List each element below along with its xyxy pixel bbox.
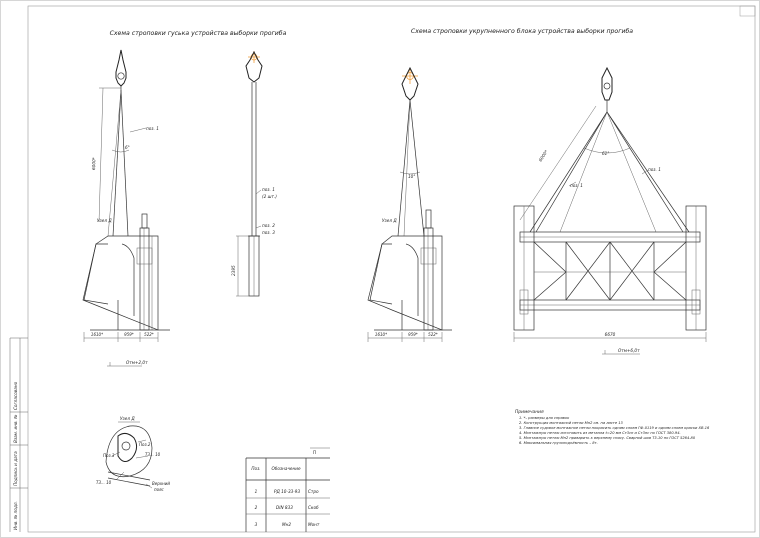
- mid-dim-2: 959*: [408, 332, 418, 337]
- left-dim-2: 959*: [124, 332, 134, 337]
- stamp-label-agreed: Согласовано: [13, 381, 18, 410]
- stamp-label-replace: Взам. инв. №: [13, 414, 18, 443]
- block-elevation: Отм+6,0т: [618, 348, 640, 353]
- spec-row-2-name: Скоб: [308, 505, 319, 510]
- spec-header-pos: Поз.: [251, 466, 261, 471]
- block-pos-right: поз. 1: [648, 167, 661, 172]
- spec-row-3-designation: Мн2: [282, 522, 292, 527]
- spec-row-2-pos: 2: [254, 505, 258, 510]
- side-pos2: поз. 2: [262, 223, 275, 228]
- note-item: 2. Конструкция монтажной петли Мн2 см. на листе 13: [519, 421, 623, 425]
- left-angle: 6°: [125, 145, 130, 150]
- left-dim-1: 1610*: [90, 332, 104, 337]
- side-pos1: поз. 1: [262, 187, 275, 192]
- node-pos2: Поз.2: [139, 442, 151, 447]
- spec-header-designation: Обозначение: [271, 466, 301, 471]
- spec-row-1-designation: РД 10-33-93: [274, 489, 301, 494]
- note-item: 6. Максимальная грузоподъёмность – 8т.: [519, 441, 598, 445]
- stamp-label-inv: Инв. № подл.: [13, 501, 18, 530]
- left-elevation: Отм+2,0т: [126, 360, 148, 365]
- mid-angle: 10°: [408, 174, 416, 179]
- left-dim-3: 522*: [144, 332, 154, 337]
- stamp-label-sign-date: Подпись и дата: [13, 451, 18, 486]
- side-pos3: поз. 3: [262, 230, 275, 235]
- block-sling-length: 6000*: [537, 149, 549, 163]
- side-height: 2395: [231, 265, 236, 276]
- mid-dim-1: 1610*: [374, 332, 388, 337]
- spec-row-2-designation: DIN 833: [276, 505, 293, 510]
- spec-row-1-name: Стро: [308, 489, 319, 494]
- left-node-label: Узел Д: [97, 218, 112, 223]
- node-title: Узел Д: [120, 416, 135, 421]
- spec-table-corner: П: [313, 450, 317, 455]
- mid-node-label: Узел Д: [382, 218, 397, 223]
- spec-row-3-name: Монт: [308, 522, 320, 527]
- mid-dim-3: 522*: [428, 332, 438, 337]
- note-item: 4. Монтажную петлю изготовить из металла t=20 мм Ст3сп и Ст3пс по ГОСТ 380-94.: [519, 431, 681, 435]
- title-right: Схема строповки укрупненного блока устройства выборки прогиба: [410, 28, 634, 35]
- block-angle: 61°: [602, 151, 610, 156]
- spec-row-1-pos: 1: [254, 489, 258, 494]
- node-weld-1: Т3... 10: [145, 452, 161, 457]
- note-item: 5. Монтажную петлю Мн2 приварить к верхнему поясу. Сварной шов Т3-10 по ГОСТ 5264-80: [519, 436, 696, 440]
- block-width: 6670: [604, 332, 616, 337]
- left-pos-label: поз. 1: [146, 126, 159, 131]
- note-item: 1. *– размеры для справок: [519, 416, 570, 420]
- left-sling-length: 6000*: [91, 157, 97, 171]
- node-pos3: Поз.3: [103, 453, 115, 458]
- side-pos1-qty: (2 шт.): [262, 194, 277, 199]
- block-pos-left: поз. 1: [570, 183, 583, 188]
- note-item: 3. Главное судовое монтажное петли покрасить одним слоем ГФ-0119 и одним слоем краски ХВ-16: [519, 426, 710, 430]
- node-note-line-2: пояс: [154, 487, 164, 492]
- title-left: Схема строповки гуська устройства выборки прогиба: [109, 30, 287, 37]
- notes-title: Примечания: [515, 410, 544, 415]
- node-note-line-1: Верхний: [152, 481, 170, 486]
- node-weld-2: Т3... 10: [96, 480, 112, 485]
- spec-row-3-pos: 3: [254, 522, 258, 527]
